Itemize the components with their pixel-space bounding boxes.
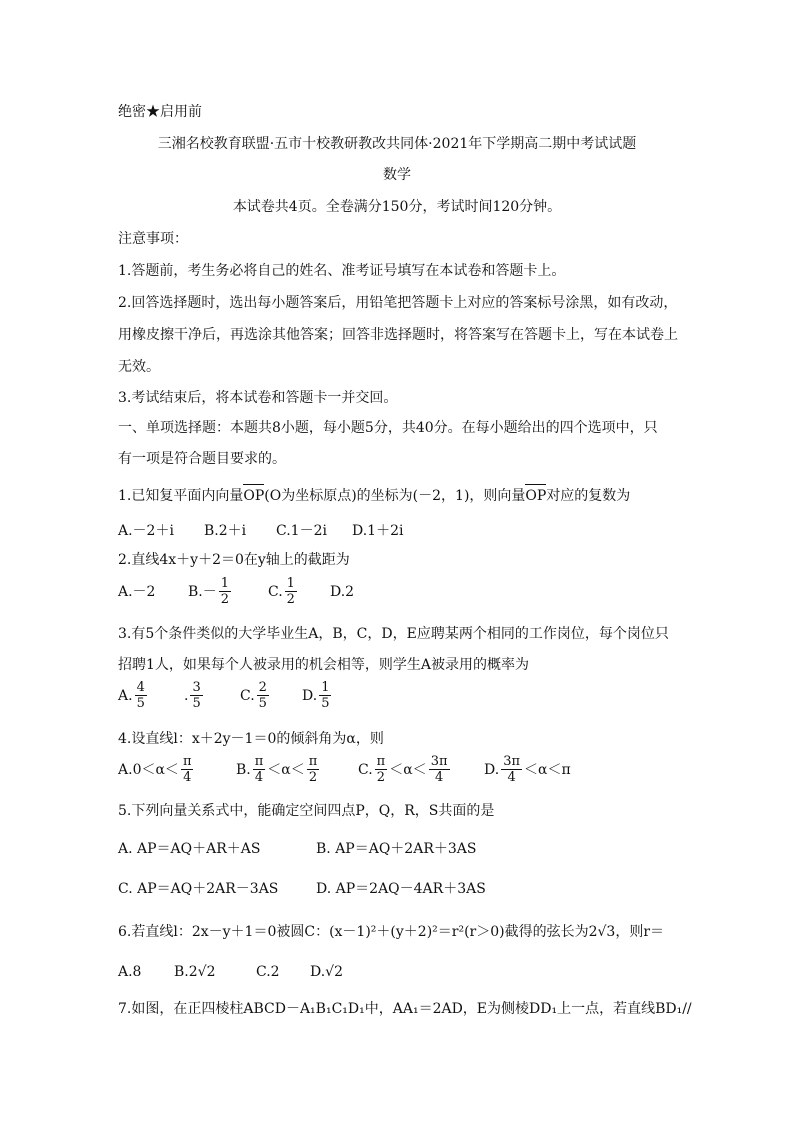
q6-option-b: B.2√2	[174, 964, 216, 980]
q3-option-b: . $\frac{3}{5}$	[184, 680, 201, 711]
q4-option-a: A.0＜α＜ $\frac{\pi}{4}$	[118, 754, 192, 785]
note-item-2-line-2: 用橡皮擦干净后，再选涂其他答案；回答非选择题时，将答案写在答题卡上，写在本试卷上	[118, 327, 678, 343]
q5-option-d: D. AP＝2AQ－4AR＋3AS	[316, 881, 486, 897]
q4-option-d: D. $\frac{3\pi}{4}$ ＜α＜π	[484, 754, 571, 785]
q5-option-a: A. AP＝AQ＋AR＋AS	[118, 841, 261, 857]
q2-option-d: D.2	[330, 583, 355, 600]
exam-info: 本试卷共4页。全卷满分150分，考试时间120分钟。	[232, 199, 562, 215]
q1-vector-op-2: OP	[525, 488, 547, 504]
q6-option-a: A.8	[118, 964, 142, 980]
q3-option-a: A. $\frac{4}{5}$	[118, 680, 145, 711]
q1-text-a: 1.已知复平面内向量	[118, 488, 244, 504]
q6-option-d: D.√2	[310, 964, 344, 980]
q4-option-c: C. $\frac{\pi}{2}$ ＜α＜ $\frac{3\pi}{4}$	[358, 754, 448, 785]
q1-options	[118, 520, 403, 540]
confidential-label: 绝密★启用前	[118, 104, 202, 120]
section-1-line-1: 一、单项选择题：本题共8小题，每小题5分，共40分。在每小题给出的四个选项中，只	[118, 420, 658, 436]
q1-text-b: (O为坐标原点)的坐标为(－2，1)，则向量	[264, 488, 526, 504]
q3-options	[118, 680, 333, 711]
note-item-1: 1.答题前，考生务必将自己的姓名、准考证号填写在本试卷和答题卡上。	[118, 263, 566, 279]
q1-option-c: C.1－2i	[276, 523, 327, 539]
note-item-2-line-3: 无效。	[118, 359, 160, 375]
note-item-3: 3.考试结束后，将本试卷和答题卡一并交回。	[118, 390, 398, 406]
q2-option-b: B.－ $\frac{1}{2}$	[188, 576, 230, 607]
section-1-line-2: 有一项是符合题目要求的。	[118, 451, 286, 467]
question-4: 4.设直线l：x＋2y－1＝0的倾斜角为α，则	[118, 731, 384, 747]
q1-text-c: 对应的复数为	[546, 488, 631, 504]
question-6: 6.若直线l：2x－y＋1＝0被圆C：(x－1)²＋(y＋2)²＝r²(r＞0)截得的弦长为2√3，则r＝	[118, 924, 665, 940]
q6-options	[118, 964, 343, 980]
q5-options-row-2	[118, 878, 486, 898]
question-1	[118, 487, 630, 505]
q5-option-c: C. AP＝AQ＋2AR－3AS	[118, 881, 279, 897]
notes-heading: 注意事项：	[118, 231, 188, 247]
exam-title: 三湘名校教育联盟·五市十校教研教改共同体·2021年下学期高二期中考试试题	[157, 136, 637, 152]
q6-option-c: C.2	[256, 964, 280, 980]
q1-option-a: A.－2＋i	[118, 523, 174, 539]
q5-options-row-1	[118, 838, 476, 858]
question-2: 2.直线4x＋y＋2＝0在y轴上的截距为	[118, 552, 350, 568]
q2-options	[118, 576, 354, 607]
question-3-line-1: 3.有5个条件类似的大学毕业生A，B，C，D，E应聘某两个相同的工作岗位，每个岗位只	[118, 626, 669, 642]
q1-option-b: B.2＋i	[204, 523, 247, 539]
question-3-line-2: 招聘1人，如果每个人被录用的机会相等，则学生A被录用的概率为	[118, 657, 530, 673]
note-item-2-line-1: 2.回答选择题时，选出每小题答案后，用铅笔把答题卡上对应的答案标号涂黑，如有改动，	[118, 295, 678, 311]
q5-option-b: B. AP＝AQ＋2AR＋3AS	[316, 841, 477, 857]
q1-option-d: D.1＋2i	[352, 523, 404, 539]
q4-options	[118, 754, 571, 785]
q2-option-a: A.－2	[118, 583, 156, 600]
question-7: 7.如图，在正四棱柱ABCD－A₁B₁C₁D₁中，AA₁＝2AD，E为侧棱DD₁上一点，若直线BD₁//	[118, 1001, 692, 1017]
q4-option-b: B. $\frac{\pi}{4}$ ＜α＜ $\frac{\pi}{2}$	[236, 754, 318, 785]
q3-option-c: C. $\frac{2}{5}$	[240, 680, 267, 711]
q1-vector-op: OP	[243, 488, 265, 504]
subject-title: 数学	[383, 167, 411, 183]
q3-option-d: D. $\frac{1}{5}$	[302, 680, 330, 711]
q2-option-c: C. $\frac{1}{2}$	[268, 576, 295, 607]
question-5: 5.下列向量关系式中，能确定空间四点P，Q，R，S共面的是	[118, 803, 495, 819]
